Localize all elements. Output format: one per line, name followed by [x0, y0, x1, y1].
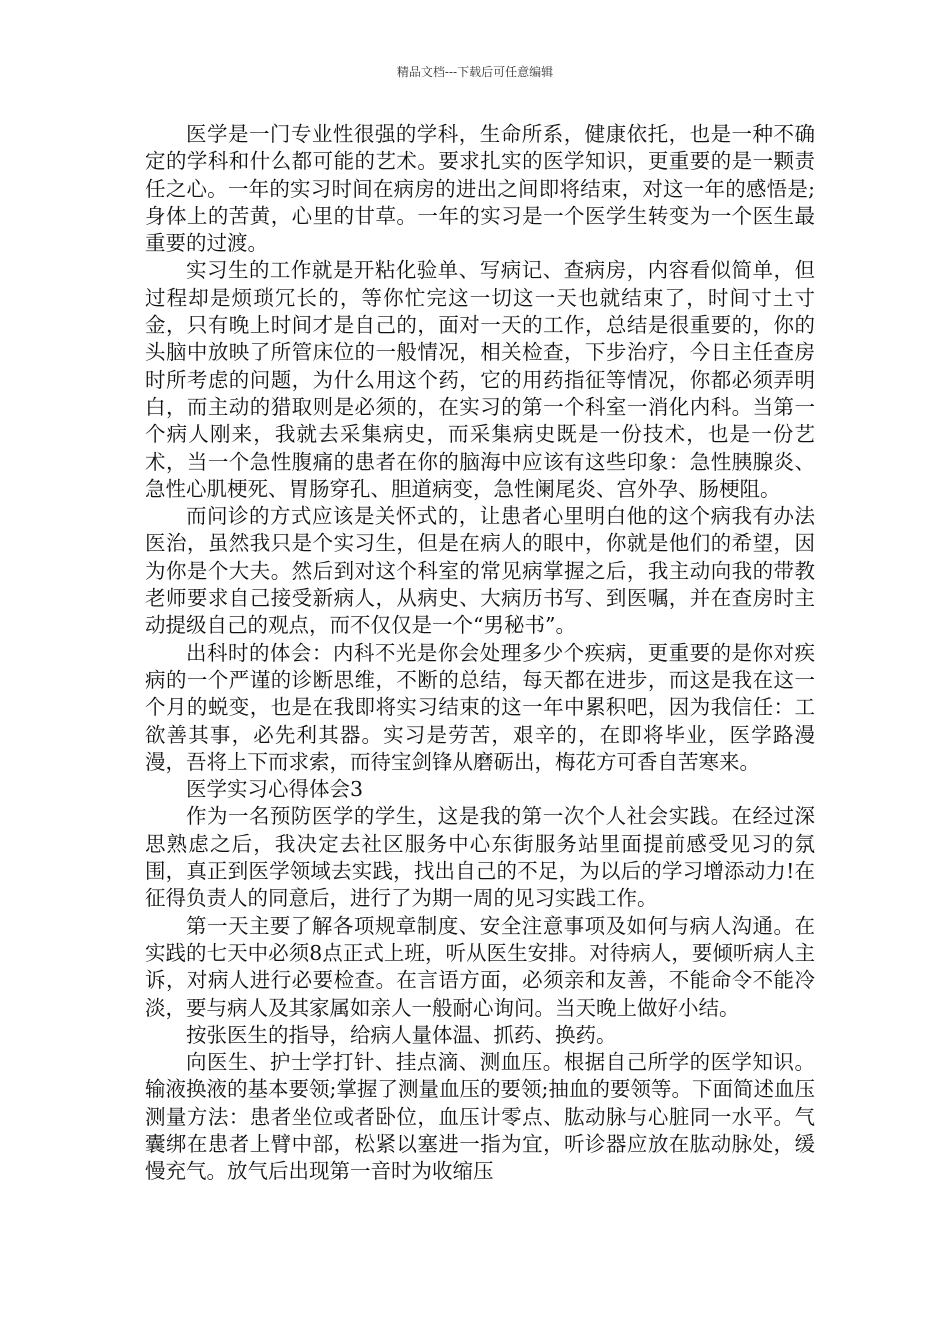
document-body	[145, 121, 815, 1186]
paragraph: 实习生的工作就是开粘化验单、写病记、查病房，内容看似简单，但过程却是烦琐冗长的，等你忙完这一切这一天也就结束了，时间寸土寸金，只有晚上时间才是自己的，面对一天的工作，总结是很重要的，你的头脑中放映了所管床位的一般情况，相关检查，下步治疗，今日主任查房时所考虑的问题，为什么用这个药，它的用药指征等情况，你都必须弄明白，而主动的猎取则是必须的，在实习的第一个科室一消化内科。当第一个病人刚来，我就去采集病史，而采集病史既是一份技术，也是一份艺术，当一个急性腹痛的患者在你的脑海中应该有这些印象：急性胰腺炎、急性心肌梗死、胃肠穿孔、胆道病变，急性阑尾炎、宫外孕、肠梗阻。	[145, 258, 815, 501]
paragraph: 第一天主要了解各项规章制度、安全注意事项及如何与病人沟通。在实践的七天中必须8点正式上班，听从医生安排。对待病人，要倾听病人主诉，对病人进行必要检查。在言语方面，必须亲和友善，不能命令不能冷淡，要与病人及其家属如亲人一般耐心询问。当天晚上做好小结。	[145, 913, 815, 1020]
section-heading: 医学实习心得体会3	[186, 777, 364, 802]
paragraph: 按张医生的指导，给病人量体温、抓药、换药。	[186, 1022, 617, 1047]
paragraph: 而问诊的方式应该是关怀式的，让患者心里明白他的这个病我有办法医治，虽然我只是个实习生，但是在病人的眼中，你就是他们的希望，因为你是个大夫。然后到对这个科室的常见病掌握之后，我主动向我的带教老师要求自己接受新病人，从病史、大病历书写、到医嘱，并在查房时主动提级自己的观点，而不仅仅是一个“男秘书”。	[145, 504, 815, 638]
page-header: 精品文档---下载后可任意编辑	[396, 65, 554, 79]
paragraph: 向医生、护士学打针、挂点滴、测血压。根据自己所学的医学知识。输液换液的基本要领;掌握了测量血压的要领;抽血的要领等。下面简述血压测量方法：患者坐位或者卧位，血压计零点、肱动脉与心脏同一水平。气囊绑在患者上臂中部，松紧以塞进一指为宜，听诊器应放在肱动脉处，缓慢充气。放气后出现第一音时为收缩压	[145, 1050, 815, 1184]
paragraph: 医学是一门专业性很强的学科，生命所系，健康依托，也是一种不确定的学科和什么都可能的艺术。要求扎实的医学知识，更重要的是一颗责任之心。一年的实习时间在病房的进出之间即将结束，对这一年的感悟是;身体上的苦黄，心里的甘草。一年的实习是一个医学生转变为一个医生最重要的过渡。	[145, 122, 815, 256]
paragraph: 出科时的体会：内科不光是你会处理多少个疾病，更重要的是你对疾病的一个严谨的诊断思维，不断的总结，每天都在进步，而这是我在这一个月的蜕变，也是在我即将实习结束的这一年中累积吧，因为我信任：工欲善其事，必先利其器。实习是劳苦，艰辛的，在即将毕业，医学路漫漫，吾将上下而求索，而待宝剑锋从磨砺出，梅花方可香自苦寒来。	[145, 640, 815, 774]
paragraph: 作为一名预防医学的学生，这是我的第一次个人社会实践。在经过深思熟虑之后，我决定去社区服务中心东街服务站里面提前感受见习的氛围，真正到医学领域去实践，找出自己的不足，为以后的学习增添动力!在征得负责人的同意后，进行了为期一周的见习实践工作。	[145, 804, 815, 911]
